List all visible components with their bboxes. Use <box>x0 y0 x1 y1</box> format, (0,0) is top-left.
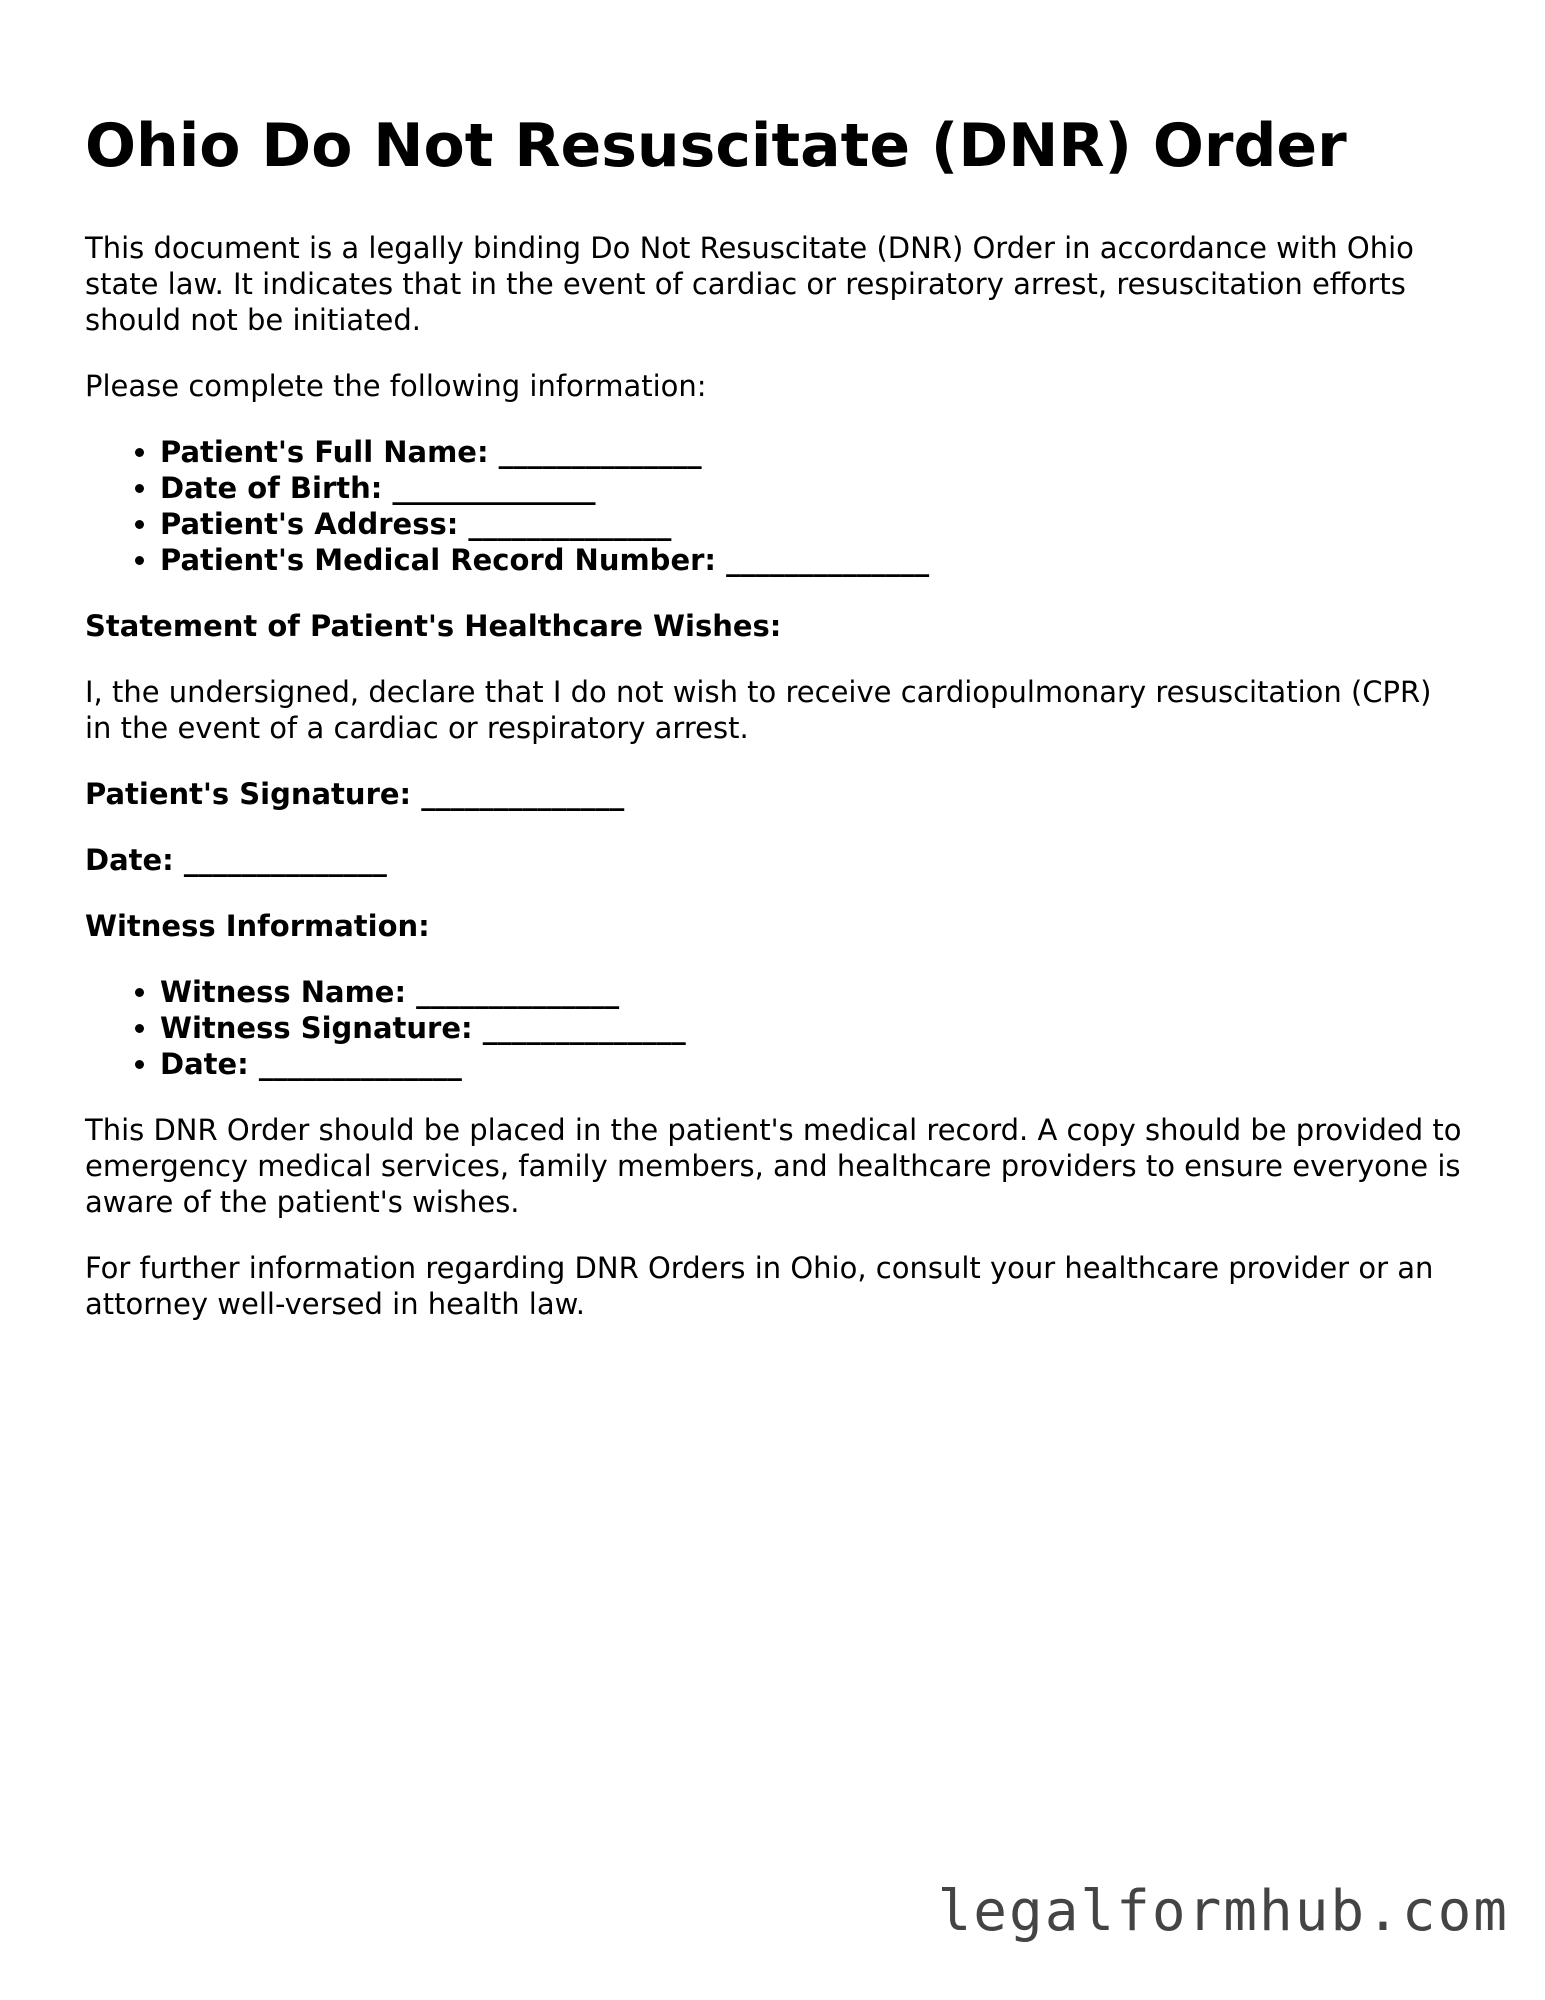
witness-heading: Witness Information: <box>85 909 430 943</box>
signature-date-line: Date: ______________ <box>85 843 387 877</box>
intro-paragraph: This document is a legally binding Do Not Resuscitate (DNR) Order in accordance with Ohio state law. It indicates that in the event of cardiac or respiratory arrest, resuscitation efforts should not be initiated. <box>85 231 1414 337</box>
patient-signature-line: Patient's Signature: ______________ <box>85 777 625 811</box>
witness-date-field: • Date: ______________ <box>160 1046 1465 1082</box>
medical-record-number-field: • Patient's Medical Record Number: ______________ <box>160 542 1465 578</box>
patient-full-name-field: • Patient's Full Name: ______________ <box>160 434 1465 470</box>
patient-address-field: • Patient's Address: ______________ <box>160 506 1465 542</box>
further-info-paragraph: For further information regarding DNR Orders in Ohio, consult your healthcare provider or an attorney well-versed in health law. <box>85 1251 1434 1321</box>
document-page <box>85 106 1465 1352</box>
statement-paragraph: I, the undersigned, declare that I do not wish to receive cardiopulmonary resuscitation (CPR) in the event of a cardiac or respiratory arrest. <box>85 675 1432 745</box>
witness-fields-list <box>85 974 1465 1082</box>
statement-heading: Statement of Patient's Healthcare Wishes: <box>85 609 782 643</box>
patient-fields-list <box>85 434 1465 578</box>
witness-signature-field: • Witness Signature: ______________ <box>160 1010 1465 1046</box>
placement-note-paragraph: This DNR Order should be placed in the patient's medical record. A copy should be provided to emergency medical services, family members, and healthcare providers to ensure everyone is aware of the patient's wishes. <box>85 1113 1462 1219</box>
date-of-birth-field: • Date of Birth: ______________ <box>160 470 1465 506</box>
watermark-text: legalformhub.com <box>937 1879 1509 1944</box>
document-title: Ohio Do Not Resuscitate (DNR) Order <box>85 111 1347 181</box>
instruction-paragraph: Please complete the following information: <box>85 369 707 403</box>
witness-name-field: • Witness Name: ______________ <box>160 974 1465 1010</box>
